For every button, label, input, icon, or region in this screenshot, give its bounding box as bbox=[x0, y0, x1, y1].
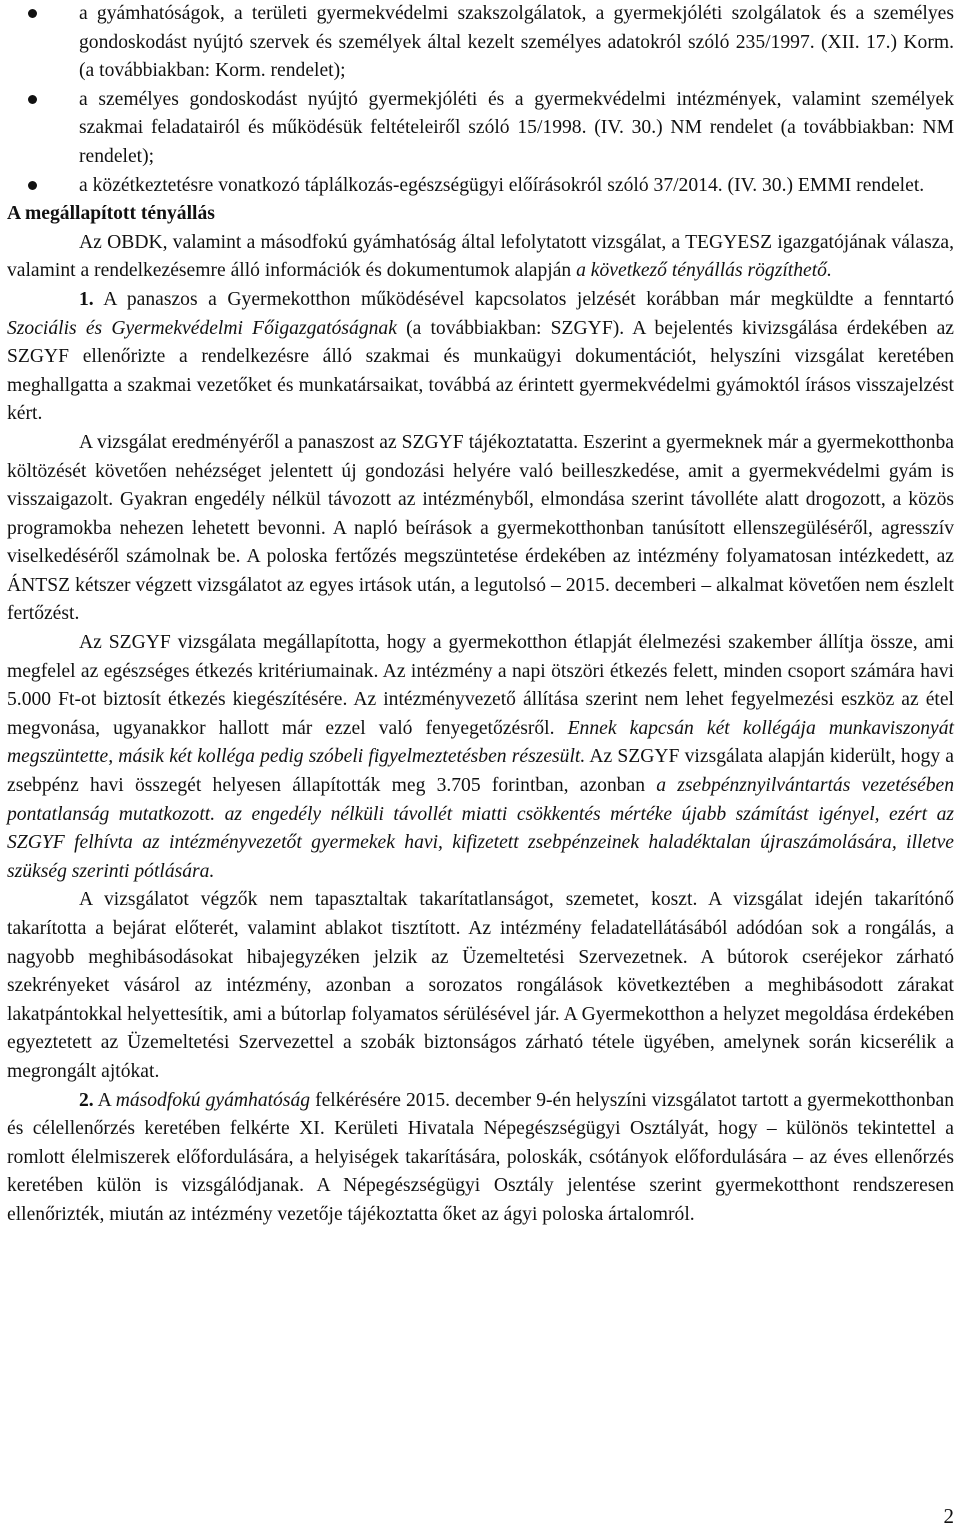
paragraph-italic-text: Szociális és Gyermekvédelmi Főigazgatóságnak bbox=[7, 317, 397, 339]
paragraph-italic-text: Ennek kapcsán két kollégája munkaviszonyát megszüntette, másik két kolléga pedig szóbeli figyelmeztetésben részesült. bbox=[7, 717, 954, 768]
paragraph-text: Az SZGYF vizsgálata alapján kiderült, hogy a zsebpénz havi összegét helyesen állapították meg 3.705 forintban, azonban bbox=[7, 746, 954, 797]
list-item bbox=[7, 86, 954, 172]
list-item bbox=[7, 0, 954, 86]
list-item-text: a gyámhatóságok, a területi gyermekvédelmi szakszolgálatok, a gyermekjóléti szolgálatok és a személyes gondoskodást nyújtó szervek és személyek által kezelt személyes adatokról szóló 235/1997. (XII. 17.) Korm. (a továbbiakban: Korm. rendelet); bbox=[79, 3, 954, 82]
section-heading: A megállapított tényállás bbox=[7, 203, 215, 225]
list-item-text: a személyes gondoskodást nyújtó gyermekjóléti és a gyermekvédelmi intézmények, valamint személyek szakmai feladatairól és működésük feltételeiről szóló 15/1998. (IV. 30.) NM rendelet (a továbbiakban: NM rendelet); bbox=[79, 88, 954, 167]
paragraph-2: A vizsgálat eredményéről a panaszost az SZGYF tájékoztatatta. Eszerint a gyermeknek már a gyermekotthonba költözését követően nehézséget jelentett új gondozási helyére való beilleszkedése, amit a gyermekvédelmi gyám is visszaigazolt. Gyakran engedély nélkül távozott az intézményből, elmondása szerint távolléte alatt drogozott, a közös programokba nehezen lehetett bevonni. A napló beírások a gyermekotthonban tanúsított ellenszegüléséről, agresszív viselkedéséről számolnak be. A poloska fertőzés megszüntetése érdekében az intézmény folyamatosan intézkedett, az ÁNTSZ kétszer végzett vizsgálatot az egyes irtások után, a legutolsó – 2015. decemberi – alkalmat követően nem észlelt fertőzést. bbox=[7, 431, 954, 625]
paragraph-5 bbox=[7, 1087, 954, 1230]
list-item bbox=[7, 172, 954, 201]
intro-italic-text: a következő tényállás rögzíthető. bbox=[576, 260, 832, 282]
paragraph-text: A panaszos a Gyermekotthon működésével kapcsolatos jelzését korábban már megküldte a fenntartó bbox=[93, 288, 954, 310]
paragraph-italic-text: a zsebpénznyilvántartás vezetésében pontatlanság mutatkozott. az engedély nélküli távollét miatti csökkentés mértéke újabb számítást igényel, ezért az SZGYF felhívta az intézményvezetőt gyermekek havi, kifizetett zsebpénzeinek haladéktalan újraszámolására, illetve szükség szerinti pótlására. bbox=[7, 775, 954, 882]
list-item-text: a közétkeztetésre vonatkozó táplálkozás-egészségügyi előírásokról szóló 37/2014. (IV. 30.) EMMI rendelet. bbox=[79, 174, 925, 196]
paragraph-1 bbox=[7, 286, 954, 429]
paragraph-4: A vizsgálatot végzők nem tapasztaltak takarítatlanságot, szemetet, koszt. A vizsgálat idején takarítónő takarította a bejárat előterét, valamint ablakot tisztított. Az intézmény feladatellátásából adódóan sok a rongálás, a nagyobb meghibásodásokat hibajegyzéken jelzik az Üzemeltetési Szervezetnek. A bútorok cseréjekor zárható szekrényeket vásárol az intézmény, azonban a sorozatos rongálások következtében a meghibásodott zárakat lakatpántokkal helyettesítik, ami a bútorlap folyamatos sérülésével jár. A Gyermekotthon a helyzet megoldása érdekében egyeztetett az Üzemeltetési Szervezettel a szobák biztonságos zárható tétele ügyében, amelynek során kicserélik a megrongált ajtókat. bbox=[7, 889, 954, 1082]
paragraph-text: felkérésére 2015. december 9-én helyszíni vizsgálatot tartott a gyermekotthonban és célellenőrzés keretében felkérte XI. Kerületi Hivatala Népegészségügyi Osztályát, hogy – különös tekintettel a romlott élelmiszerek előfordulására, a helyiségek takarítására, poloskák, csótányok előfordulására – az éves ellenőrzés keretében külön is vizsgálódjanak. A Népegészségügyi Osztály jelentése szerint gyermekotthont rendszeresen ellenőrizték, miután az intézmény vezetője tájékoztatta őket az ágyi poloska ártalomról. bbox=[7, 1089, 954, 1225]
page-number: 2 bbox=[943, 1504, 954, 1529]
intro-text: Az OBDK, valamint a másodfokú gyámhatóság által lefolytatott vizsgálat, a TEGYESZ igazgatójának válasza, valamint a rendelkezésemre álló információk és dokumentumok alapján bbox=[7, 231, 954, 282]
bullet-icon bbox=[28, 9, 37, 18]
intro-paragraph bbox=[7, 229, 954, 286]
paragraph-number: 1. bbox=[79, 288, 94, 310]
paragraph-text: Az SZGYF vizsgálata megállapította, hogy a gyermekotthon étlapját élelmezési szakember állítja össze, ami megfelel az egészséges étkezés kritériumainak. Az intézmény a napi ötszöri étkezés felett, minden csoport számára havi 5.000 Ft-ot biztosít étkezés kiegészítésére. Az intézményvezető állítása szerint nem lehet fegyelmezési eszköz az étel megvonása, ugyanakkor hallott már ezzel való fenyegetőzésről. bbox=[7, 632, 954, 739]
bullet-icon bbox=[28, 181, 37, 190]
paragraph-text: (a továbbiakban: SZGYF). A bejelentés kivizsgálása érdekében az SZGYF ellenőrizte a rendelkezésre álló szakmai és munkaügyi dokumentációt, helyszíni vizsgálat keretében meghallgatta a szakmai vezetőket és munkatársaikat, továbbá az érintett gyermekvédelmi gyámoktól írásos visszajelzést kért. bbox=[7, 317, 954, 425]
paragraph-3 bbox=[7, 629, 954, 886]
paragraph-italic-text: másodfokú gyámhatóság bbox=[115, 1089, 311, 1111]
bullet-icon bbox=[28, 95, 37, 104]
paragraph-number: 2. bbox=[79, 1089, 94, 1111]
paragraph-text: A bbox=[93, 1089, 116, 1111]
legal-references-list bbox=[7, 0, 954, 200]
